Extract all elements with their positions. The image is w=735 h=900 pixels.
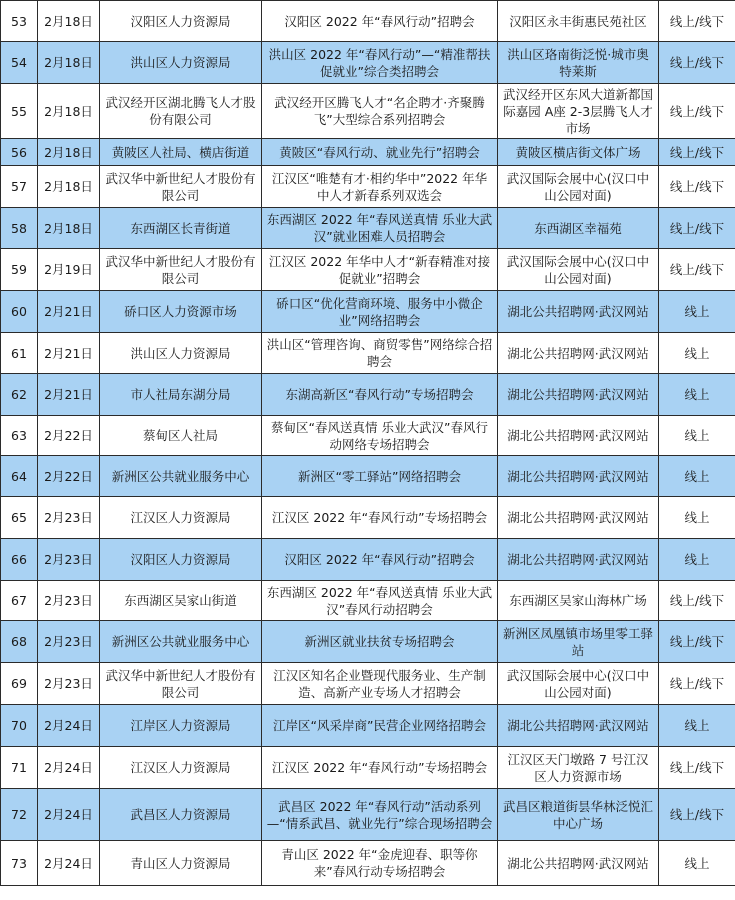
cell-format: 线上/线下 bbox=[659, 1, 735, 42]
cell-date: 2月23日 bbox=[38, 581, 100, 621]
cell-organizer: 黄陂区人社局、横店街道 bbox=[100, 139, 262, 166]
table-row bbox=[1, 497, 735, 539]
cell-event-name: 江汉区 2022 年“春风行动”专场招聘会 bbox=[262, 747, 498, 789]
table-row bbox=[1, 456, 735, 497]
cell-format: 线上 bbox=[659, 456, 735, 497]
table-body bbox=[1, 1, 735, 886]
cell-format: 线上/线下 bbox=[659, 249, 735, 291]
cell-date: 2月23日 bbox=[38, 621, 100, 663]
cell-organizer: 东西湖区吴家山街道 bbox=[100, 581, 262, 621]
cell-venue: 湖北公共招聘网·武汉网站 bbox=[498, 497, 659, 539]
cell-venue: 湖北公共招聘网·武汉网站 bbox=[498, 374, 659, 416]
cell-venue: 黄陂区横店街文体广场 bbox=[498, 139, 659, 166]
cell-date: 2月22日 bbox=[38, 456, 100, 497]
cell-event-name: 汉阳区 2022 年“春风行动”招聘会 bbox=[262, 1, 498, 42]
cell-event-name: 蔡甸区“春风送真情 乐业大武汉”春风行动网络专场招聘会 bbox=[262, 416, 498, 456]
cell-event-name: 东湖高新区“春风行动”专场招聘会 bbox=[262, 374, 498, 416]
table-row bbox=[1, 208, 735, 249]
cell-organizer: 蔡甸区人社局 bbox=[100, 416, 262, 456]
cell-event-name: 江汉区知名企业暨现代服务业、生产制造、高新产业专场人才招聘会 bbox=[262, 663, 498, 705]
cell-number: 73 bbox=[1, 841, 38, 886]
cell-event-name: 武昌区 2022 年“春风行动”活动系列—“情系武昌、就业先行”综合现场招聘会 bbox=[262, 789, 498, 841]
cell-venue: 武汉经开区东风大道新都国际嘉园 A座 2-3层腾飞人才市场 bbox=[498, 84, 659, 139]
cell-number: 68 bbox=[1, 621, 38, 663]
cell-venue: 东西湖区吴家山海林广场 bbox=[498, 581, 659, 621]
cell-organizer: 洪山区人力资源局 bbox=[100, 333, 262, 374]
table-row bbox=[1, 374, 735, 416]
cell-number: 56 bbox=[1, 139, 38, 166]
table-row bbox=[1, 581, 735, 621]
cell-number: 71 bbox=[1, 747, 38, 789]
cell-number: 57 bbox=[1, 166, 38, 208]
table-row bbox=[1, 539, 735, 581]
table-row bbox=[1, 333, 735, 374]
table-row bbox=[1, 1, 735, 42]
cell-venue: 武汉国际会展中心(汉口中山公园对面) bbox=[498, 663, 659, 705]
cell-venue: 武汉国际会展中心(汉口中山公园对面) bbox=[498, 166, 659, 208]
cell-format: 线上/线下 bbox=[659, 208, 735, 249]
cell-date: 2月18日 bbox=[38, 42, 100, 84]
cell-number: 60 bbox=[1, 291, 38, 333]
cell-venue: 东西湖区幸福苑 bbox=[498, 208, 659, 249]
cell-organizer: 市人社局东湖分局 bbox=[100, 374, 262, 416]
cell-format: 线上/线下 bbox=[659, 42, 735, 84]
cell-number: 66 bbox=[1, 539, 38, 581]
cell-number: 69 bbox=[1, 663, 38, 705]
cell-date: 2月21日 bbox=[38, 374, 100, 416]
cell-organizer: 汉阳区人力资源局 bbox=[100, 539, 262, 581]
cell-event-name: 江岸区“风采岸商”民营企业网络招聘会 bbox=[262, 705, 498, 747]
cell-venue: 湖北公共招聘网·武汉网站 bbox=[498, 456, 659, 497]
cell-venue: 洪山区珞南街泛悦·城市奥特莱斯 bbox=[498, 42, 659, 84]
cell-date: 2月18日 bbox=[38, 84, 100, 139]
cell-venue: 武汉国际会展中心(汉口中山公园对面) bbox=[498, 249, 659, 291]
cell-format: 线上/线下 bbox=[659, 166, 735, 208]
cell-format: 线上 bbox=[659, 497, 735, 539]
cell-date: 2月24日 bbox=[38, 747, 100, 789]
cell-event-name: 黄陂区“春风行动、就业先行”招聘会 bbox=[262, 139, 498, 166]
cell-organizer: 武汉华中新世纪人才股份有限公司 bbox=[100, 249, 262, 291]
cell-number: 67 bbox=[1, 581, 38, 621]
cell-number: 54 bbox=[1, 42, 38, 84]
cell-organizer: 东西湖区长青街道 bbox=[100, 208, 262, 249]
table-row bbox=[1, 84, 735, 139]
cell-venue: 湖北公共招聘网·武汉网站 bbox=[498, 841, 659, 886]
cell-format: 线上 bbox=[659, 705, 735, 747]
table-row bbox=[1, 621, 735, 663]
cell-date: 2月23日 bbox=[38, 497, 100, 539]
cell-format: 线上 bbox=[659, 539, 735, 581]
cell-organizer: 新洲区公共就业服务中心 bbox=[100, 456, 262, 497]
cell-date: 2月23日 bbox=[38, 539, 100, 581]
table-row bbox=[1, 789, 735, 841]
cell-format: 线上 bbox=[659, 416, 735, 456]
cell-event-name: 江汉区 2022 年“春风行动”专场招聘会 bbox=[262, 497, 498, 539]
cell-number: 59 bbox=[1, 249, 38, 291]
cell-organizer: 武昌区人力资源局 bbox=[100, 789, 262, 841]
cell-number: 53 bbox=[1, 1, 38, 42]
cell-number: 72 bbox=[1, 789, 38, 841]
cell-event-name: 新洲区就业扶贫专场招聘会 bbox=[262, 621, 498, 663]
cell-venue: 湖北公共招聘网·武汉网站 bbox=[498, 291, 659, 333]
cell-format: 线上 bbox=[659, 291, 735, 333]
table-row bbox=[1, 291, 735, 333]
cell-organizer: 洪山区人力资源局 bbox=[100, 42, 262, 84]
cell-organizer: 青山区人力资源局 bbox=[100, 841, 262, 886]
cell-number: 62 bbox=[1, 374, 38, 416]
cell-venue: 新洲区凤凰镇市场里零工驿站 bbox=[498, 621, 659, 663]
cell-event-name: 江汉区 2022 年华中人才“新春精准对接促就业”招聘会 bbox=[262, 249, 498, 291]
cell-date: 2月21日 bbox=[38, 291, 100, 333]
cell-date: 2月18日 bbox=[38, 208, 100, 249]
cell-event-name: 新洲区“零工驿站”网络招聘会 bbox=[262, 456, 498, 497]
cell-format: 线上 bbox=[659, 333, 735, 374]
cell-number: 58 bbox=[1, 208, 38, 249]
table-row bbox=[1, 663, 735, 705]
cell-event-name: 青山区 2022 年“金虎迎春、职等你来”春风行动专场招聘会 bbox=[262, 841, 498, 886]
cell-date: 2月23日 bbox=[38, 663, 100, 705]
cell-organizer: 武汉华中新世纪人才股份有限公司 bbox=[100, 166, 262, 208]
cell-event-name: 硚口区“优化营商环境、服务中小微企业”网络招聘会 bbox=[262, 291, 498, 333]
cell-format: 线上/线下 bbox=[659, 789, 735, 841]
cell-organizer: 硚口区人力资源市场 bbox=[100, 291, 262, 333]
cell-date: 2月18日 bbox=[38, 166, 100, 208]
cell-number: 64 bbox=[1, 456, 38, 497]
cell-event-name: 洪山区 2022 年“春风行动”—“精准帮扶 促就业”综合类招聘会 bbox=[262, 42, 498, 84]
cell-organizer: 武汉华中新世纪人才股份有限公司 bbox=[100, 663, 262, 705]
table-row bbox=[1, 705, 735, 747]
cell-venue: 湖北公共招聘网·武汉网站 bbox=[498, 705, 659, 747]
table-row bbox=[1, 249, 735, 291]
cell-date: 2月22日 bbox=[38, 416, 100, 456]
cell-date: 2月19日 bbox=[38, 249, 100, 291]
cell-venue: 湖北公共招聘网·武汉网站 bbox=[498, 539, 659, 581]
cell-venue: 江汉区天门墩路 7 号江汉区人力资源市场 bbox=[498, 747, 659, 789]
cell-number: 65 bbox=[1, 497, 38, 539]
table-row bbox=[1, 841, 735, 886]
cell-date: 2月18日 bbox=[38, 1, 100, 42]
cell-organizer: 汉阳区人力资源局 bbox=[100, 1, 262, 42]
cell-number: 70 bbox=[1, 705, 38, 747]
cell-format: 线上/线下 bbox=[659, 621, 735, 663]
cell-format: 线上/线下 bbox=[659, 747, 735, 789]
cell-format: 线上/线下 bbox=[659, 663, 735, 705]
cell-date: 2月24日 bbox=[38, 789, 100, 841]
cell-venue: 湖北公共招聘网·武汉网站 bbox=[498, 333, 659, 374]
cell-event-name: 东西湖区 2022 年“春风送真情 乐业大武汉”春风行动招聘会 bbox=[262, 581, 498, 621]
cell-event-name: 武汉经开区腾飞人才“名企聘才·齐聚腾飞”大型综合系列招聘会 bbox=[262, 84, 498, 139]
table-row bbox=[1, 416, 735, 456]
table-row bbox=[1, 139, 735, 166]
cell-number: 63 bbox=[1, 416, 38, 456]
cell-format: 线上 bbox=[659, 374, 735, 416]
cell-organizer: 武汉经开区湖北腾飞人才股份有限公司 bbox=[100, 84, 262, 139]
cell-date: 2月18日 bbox=[38, 139, 100, 166]
table-row bbox=[1, 42, 735, 84]
cell-date: 2月24日 bbox=[38, 705, 100, 747]
cell-date: 2月24日 bbox=[38, 841, 100, 886]
cell-event-name: 汉阳区 2022 年“春风行动”招聘会 bbox=[262, 539, 498, 581]
cell-organizer: 新洲区公共就业服务中心 bbox=[100, 621, 262, 663]
cell-format: 线上/线下 bbox=[659, 139, 735, 166]
cell-organizer: 江汉区人力资源局 bbox=[100, 497, 262, 539]
cell-format: 线上/线下 bbox=[659, 84, 735, 139]
cell-format: 线上 bbox=[659, 841, 735, 886]
cell-number: 55 bbox=[1, 84, 38, 139]
cell-number: 61 bbox=[1, 333, 38, 374]
cell-organizer: 江汉区人力资源局 bbox=[100, 747, 262, 789]
table-row bbox=[1, 747, 735, 789]
cell-event-name: 东西湖区 2022 年“春风送真情 乐业大武汉”就业困难人员招聘会 bbox=[262, 208, 498, 249]
cell-organizer: 江岸区人力资源局 bbox=[100, 705, 262, 747]
table-row bbox=[1, 166, 735, 208]
cell-venue: 武昌区粮道街昙华林泛悦汇中心广场 bbox=[498, 789, 659, 841]
cell-event-name: 江汉区“唯楚有才·相约华中”2022 年华中人才新春系列双选会 bbox=[262, 166, 498, 208]
cell-date: 2月21日 bbox=[38, 333, 100, 374]
cell-format: 线上/线下 bbox=[659, 581, 735, 621]
cell-venue: 汉阳区永丰街惠民苑社区 bbox=[498, 1, 659, 42]
cell-event-name: 洪山区“管理咨询、商贸零售”网络综合招聘会 bbox=[262, 333, 498, 374]
cell-venue: 湖北公共招聘网·武汉网站 bbox=[498, 416, 659, 456]
